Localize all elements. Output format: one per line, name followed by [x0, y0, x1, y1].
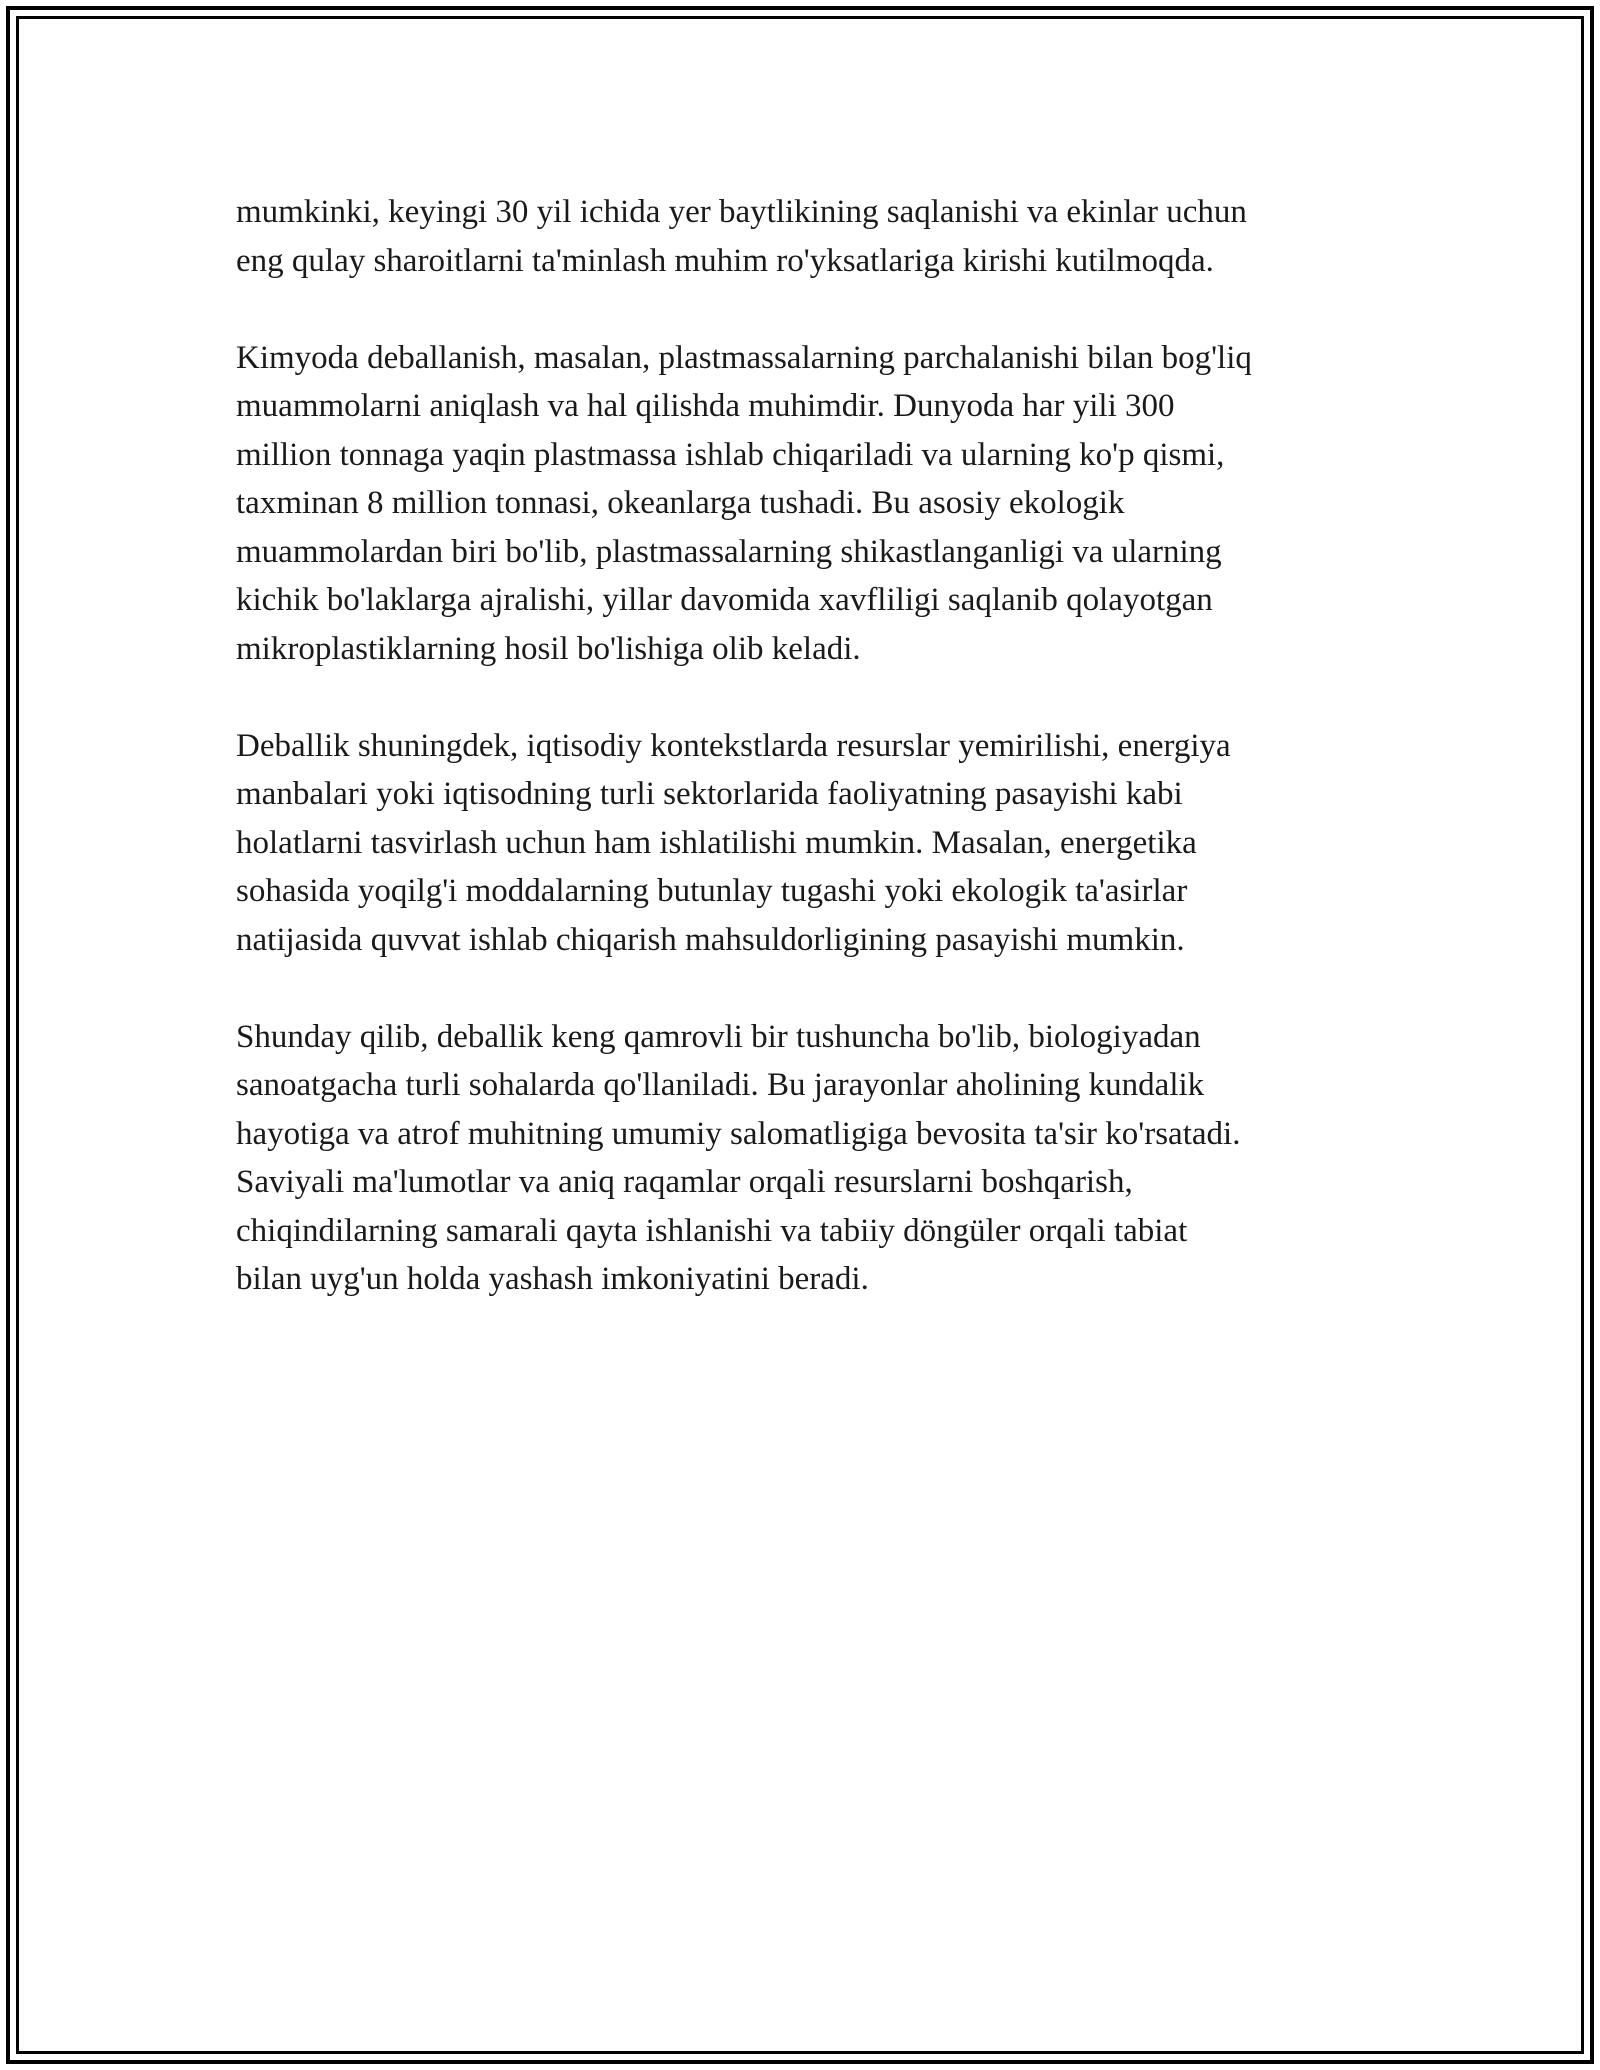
text-line: million tonnaga yaqin plastmassa ishlab chiqariladi va ularning ko'p qismi, [236, 436, 1225, 473]
text-line: Saviyali ma'lumotlar va aniq raqamlar orqali resurslarni boshqarish, [236, 1164, 1133, 1200]
text-line: Shunday qilib, deballik keng qamrovli bir tushuncha bo'lib, biologiyadan [236, 1018, 1201, 1055]
text-line: taxminan 8 million tonnasi, okeanlarga tushadi. Bu asosiy ekologik [236, 485, 1125, 521]
text-line: sohasida yoqilg'i moddalarning butunlay tugashi yoki ekologik ta'asirlar [236, 873, 1188, 909]
text-line: bilan uyg'un holda yashash imkoniyatini beradi. [236, 1261, 869, 1297]
text-line: sanoatgacha turli sohalarda qo'llaniladi. Bu jarayonlar aholining kundalik [236, 1067, 1205, 1103]
text-line: manbalari yoki iqtisodning turli sektorlarida faoliyatning pasayishi kabi [236, 776, 1183, 812]
text-line: eng qulay sharoitlarni ta'minlash muhim ro'yksatlariga kirishi kutilmoqda. [236, 242, 1214, 279]
text-line: mikroplastiklarning hosil bo'lishiga olib keladi. [236, 630, 861, 667]
paragraph-4 [236, 1013, 1416, 1304]
text-line: muammolarni aniqlash va hal qilishda muhimdir. Dunyoda har yili 300 [236, 388, 1175, 424]
text-line: Deballik shuningdek, iqtisodiy kontekstlarda resurslar yemirilishi, energiya [236, 727, 1231, 764]
text-line: hayotiga va atrof muhitning umumiy salomatligiga bevosita ta'sir ko'rsatadi. [236, 1115, 1241, 1152]
text-line: kichik bo'laklarga ajralishi, yillar davomida xavfliligi saqlanib qolayotgan [236, 582, 1213, 618]
document-body [236, 188, 1416, 1352]
text-line: holatlarni tasvirlash uchun ham ishlatilishi mumkin. Masalan, energetika [236, 824, 1197, 861]
text-line: muammolardan biri bo'lib, plastmassalarning shikastlanganligi va ularning [236, 533, 1222, 570]
text-line: Kimyoda deballanish, masalan, plastmassalarning parchalanishi bilan bog'liq [236, 339, 1252, 376]
text-line: natijasida quvvat ishlab chiqarish mahsuldorligining pasayishi mumkin. [236, 921, 1185, 958]
paragraph-1 [236, 188, 1416, 285]
paragraph-3 [236, 722, 1416, 965]
text-line: chiqindilarning samarali qayta ishlanishi va tabiiy döngüler orqali tabiat [236, 1212, 1188, 1249]
text-line: mumkinki, keyingi 30 yil ichida yer baytlikining saqlanishi va ekinlar uchun [236, 194, 1247, 230]
paragraph-2 [236, 334, 1416, 674]
